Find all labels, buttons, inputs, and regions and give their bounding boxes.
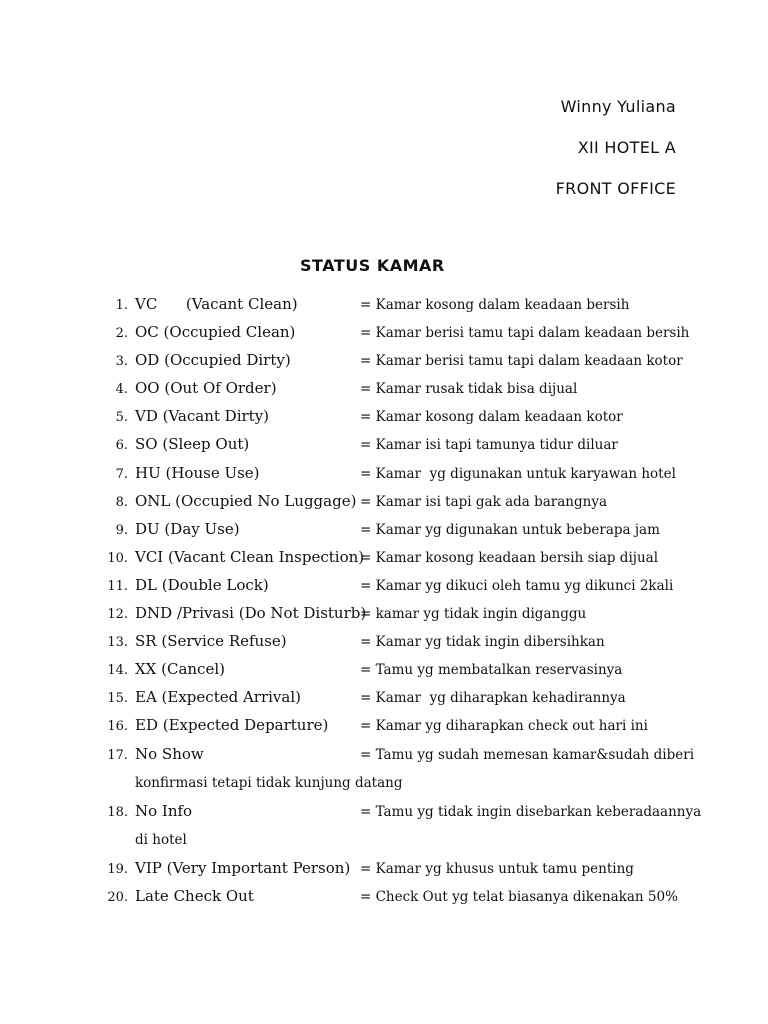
status-code: Late Check Out	[135, 886, 254, 905]
status-definition: = Tamu yg tidak ingin disebarkan keberadaannya	[360, 803, 702, 820]
status-code: DU (Day Use)	[135, 519, 240, 538]
status-code: HU (House Use)	[135, 463, 260, 482]
status-code: VC (Vacant Clean)	[135, 295, 298, 313]
item-number: 11.	[107, 578, 128, 594]
list-item	[0, 545, 768, 573]
item-number: 2.	[115, 326, 128, 342]
list-item	[0, 517, 768, 545]
list-item	[0, 856, 768, 884]
item-number: 6.	[115, 438, 128, 454]
list-item	[0, 292, 768, 320]
status-definition: = Tamu yg membatalkan reservasinya	[360, 662, 623, 679]
list-item	[0, 799, 768, 856]
definition-continuation: konfirmasi tetapi tidak kunjung datang	[135, 774, 403, 791]
definition-continuation: di hotel	[135, 831, 187, 848]
list-item	[0, 348, 768, 376]
status-definition: = Tamu yg sudah memesan kamar&sudah diberi	[360, 746, 695, 763]
status-code: No Show	[135, 744, 204, 763]
status-definition: = Kamar kosong dalam keadaan kotor	[360, 409, 623, 426]
item-number: 17.	[107, 747, 128, 763]
status-code: XX (Cancel)	[135, 660, 225, 679]
list-item	[0, 404, 768, 432]
status-code: No Info	[135, 801, 193, 820]
item-number: 8.	[115, 494, 128, 510]
status-definition: = Kamar yg khusus untuk tamu penting	[360, 860, 634, 877]
list-item	[0, 713, 768, 741]
item-number: 14.	[107, 663, 128, 679]
status-definition: = Kamar berisi tamu tapi dalam keadaan bersih	[360, 325, 690, 342]
room-status-list	[0, 292, 768, 912]
status-definition: = Kamar yg diharapkan kehadirannya	[360, 690, 626, 707]
status-definition: = Kamar yg digunakan untuk beberapa jam	[360, 521, 660, 538]
status-code: ONL (Occupied No Luggage)	[135, 491, 357, 510]
status-definition: = Kamar rusak tidak bisa dijual	[360, 381, 578, 398]
department-name: FRONT OFFICE	[555, 179, 676, 198]
status-definition: = Check Out yg telat biasanya dikenakan 50%	[360, 888, 678, 905]
item-number: 9.	[115, 522, 128, 538]
list-item	[0, 685, 768, 713]
status-code: SO (Sleep Out)	[135, 435, 250, 454]
status-definition: = Kamar berisi tamu tapi dalam keadaan kotor	[360, 353, 683, 370]
status-definition: = kamar yg tidak ingin diganggu	[360, 606, 587, 623]
list-item	[0, 376, 768, 404]
status-code: VCI (Vacant Clean Inspection)	[135, 547, 365, 566]
status-code: OO (Out Of Order)	[135, 379, 277, 398]
list-item	[0, 489, 768, 517]
status-definition: = Kamar yg dikuci oleh tamu yg dikunci 2kali	[360, 577, 674, 594]
item-number: 20.	[107, 889, 128, 905]
status-definition: = Kamar yg tidak ingin dibersihkan	[360, 634, 605, 651]
status-definition: = Kamar yg digunakan untuk karyawan hotel	[360, 465, 676, 482]
status-code: SR (Service Refuse)	[135, 632, 287, 651]
document-title: STATUS KAMAR	[300, 256, 445, 275]
list-item	[0, 601, 768, 629]
item-number: 16.	[107, 719, 128, 735]
status-definition: = Kamar kosong keadaan bersih siap dijual	[360, 549, 659, 566]
item-number: 3.	[115, 354, 128, 370]
class-name: XII HOTEL A	[577, 138, 676, 157]
item-number: 7.	[115, 466, 128, 482]
item-number: 5.	[115, 410, 128, 426]
status-code: OD (Occupied Dirty)	[135, 351, 291, 370]
status-definition: = Kamar isi tapi tamunya tidur diluar	[360, 437, 618, 454]
author-name: Winny Yuliana	[560, 97, 676, 116]
status-code: ED (Expected Departure)	[135, 716, 329, 735]
item-number: 19.	[107, 861, 128, 877]
item-number: 4.	[115, 382, 128, 398]
status-definition: = Kamar kosong dalam keadaan bersih	[360, 297, 630, 313]
list-item	[0, 461, 768, 489]
status-definition: = Kamar isi tapi gak ada barangnya	[360, 493, 608, 510]
item-number: 18.	[107, 804, 128, 820]
item-number: 1.	[115, 298, 128, 313]
status-code: OC (Occupied Clean)	[135, 323, 296, 342]
status-code: EA (Expected Arrival)	[135, 688, 302, 707]
list-item	[0, 657, 768, 685]
list-item	[0, 432, 768, 460]
item-number: 10.	[107, 550, 128, 566]
list-item	[0, 742, 768, 799]
status-code: DND /Privasi (Do Not Disturb)	[135, 604, 367, 623]
status-code: VD (Vacant Dirty)	[135, 407, 270, 426]
item-number: 15.	[107, 691, 128, 707]
item-number: 13.	[107, 635, 128, 651]
list-item	[0, 629, 768, 657]
list-item	[0, 573, 768, 601]
list-item	[0, 884, 768, 912]
status-code: DL (Double Lock)	[135, 575, 269, 594]
item-number: 12.	[107, 607, 128, 623]
status-definition: = Kamar yg diharapkan check out hari ini	[360, 718, 648, 735]
list-item	[0, 320, 768, 348]
status-code: VIP (Very Important Person)	[135, 858, 351, 877]
